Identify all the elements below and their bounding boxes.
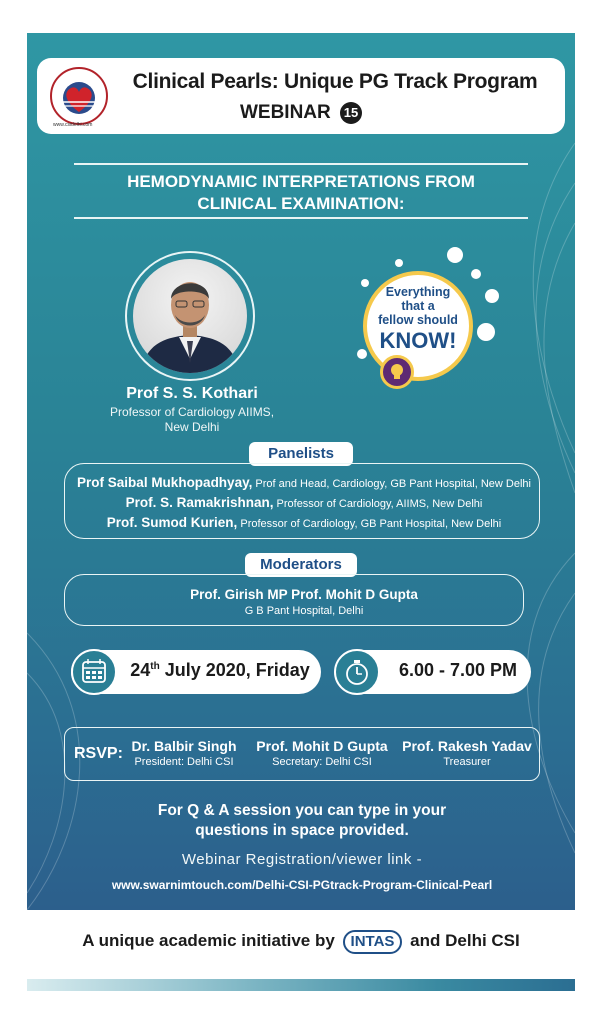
logo-url: www.csidelhi.com (53, 122, 93, 128)
bubble-line-3: fellow should (378, 313, 458, 327)
event-time: 6.00 - 7.00 PM (398, 660, 518, 680)
bubble-text (365, 285, 471, 327)
speaker-role-line-2: New Delhi (164, 420, 220, 434)
date-day: 24 (130, 660, 151, 680)
topic-line-2: CLINICAL EXAMINATION: (197, 194, 405, 213)
speaker-role (87, 405, 297, 435)
speaker-name: Prof S. S. Kothari (126, 385, 258, 402)
footer-prefix: A unique academic initiative by (82, 931, 335, 950)
panelist-row (71, 475, 537, 490)
calendar-glyph-icon (73, 651, 115, 693)
calendar-icon (71, 649, 117, 695)
topic-rule-top (74, 163, 528, 165)
rsvp-contact-name: Prof. Rakesh Yadav (402, 738, 532, 754)
qa-line-1: For Q & A session you can type in your (157, 802, 447, 819)
rsvp-contact-role: President: Delhi CSI (134, 756, 234, 768)
qa-note (67, 801, 537, 841)
panelist-row (71, 515, 537, 530)
intas-logo: INTAS (343, 930, 403, 954)
registration-link[interactable]: www.swarnimtouch.com/Delhi-CSI-PGtrack-Program-Clinical-Pearl (111, 878, 493, 892)
decor-dot (471, 269, 481, 279)
footer-suffix: and Delhi CSI (410, 931, 520, 950)
speaker-role-line-1: Professor of Cardiology AIIMS, (109, 405, 275, 419)
panelist-name: Prof. Sumod Kurien, (106, 515, 238, 530)
decor-dot (395, 259, 403, 267)
moderator-place: G B Pant Hospital, Delhi (244, 605, 364, 617)
speaker-portrait-icon (133, 259, 247, 373)
registration-label: Webinar Registration/viewer link - (181, 851, 423, 868)
topic-line-1: HEMODYNAMIC INTERPRETATIONS FROM (127, 172, 475, 191)
qa-line-2: questions in space provided. (195, 822, 409, 839)
bubble-know: KNOW! (379, 328, 457, 353)
panelist-detail: Professor of Cardiology, GB Pant Hospital, New Delhi (240, 518, 502, 530)
rsvp-contact-name: Dr. Balbir Singh (131, 738, 237, 754)
program-title: Clinical Pearls: Unique PG Track Program (132, 70, 538, 93)
webinar-number-badge: 15 (340, 102, 362, 124)
rsvp-contact (126, 738, 242, 768)
webinar-label: WEBINAR (239, 102, 331, 123)
stopwatch-icon (334, 649, 380, 695)
panelist-detail: Professor of Cardiology, AIIMS, New Delhi (276, 498, 483, 510)
decor-dot (477, 323, 495, 341)
stopwatch-glyph-icon (336, 651, 378, 693)
topic-title (74, 171, 528, 215)
panelist-name: Prof Saibal Mukhopadhyay, (77, 475, 253, 490)
webinar-heading (37, 102, 565, 124)
decor-dot (485, 289, 499, 303)
rsvp-contact (249, 738, 395, 768)
rsvp-contact-name: Prof. Mohit D Gupta (256, 738, 388, 754)
rsvp-contact-role: Treasurer (443, 756, 491, 768)
event-date (122, 660, 318, 681)
date-suffix: th (150, 661, 160, 672)
lightbulb-icon (380, 355, 414, 389)
decor-dot (447, 247, 463, 263)
date-rest: July 2020, Friday (159, 660, 310, 680)
bubble-line-2: that a (401, 299, 435, 313)
topic-rule-bottom (74, 217, 528, 219)
panelist-row (71, 495, 537, 510)
panelist-detail: Prof and Head, Cardiology, GB Pant Hospital, New Delhi (255, 478, 531, 490)
panelists-heading: Panelists (249, 442, 353, 466)
bottom-bar (27, 979, 575, 991)
rsvp-label: RSVP: (74, 745, 123, 762)
rsvp-contact (399, 738, 535, 768)
lightbulb-glyph-icon (383, 358, 411, 386)
moderator-names: Prof. Girish MP Prof. Mohit D Gupta (190, 587, 418, 602)
poster (27, 33, 575, 910)
speaker-photo (133, 259, 247, 373)
panelist-name: Prof. S. Ramakrishnan, (125, 495, 274, 510)
bubble-line-1: Everything (385, 285, 451, 299)
header-card (37, 58, 565, 134)
footer-tagline (0, 930, 602, 954)
rsvp-contact-role: Secretary: Delhi CSI (272, 756, 372, 768)
moderators-heading: Moderators (245, 553, 357, 577)
